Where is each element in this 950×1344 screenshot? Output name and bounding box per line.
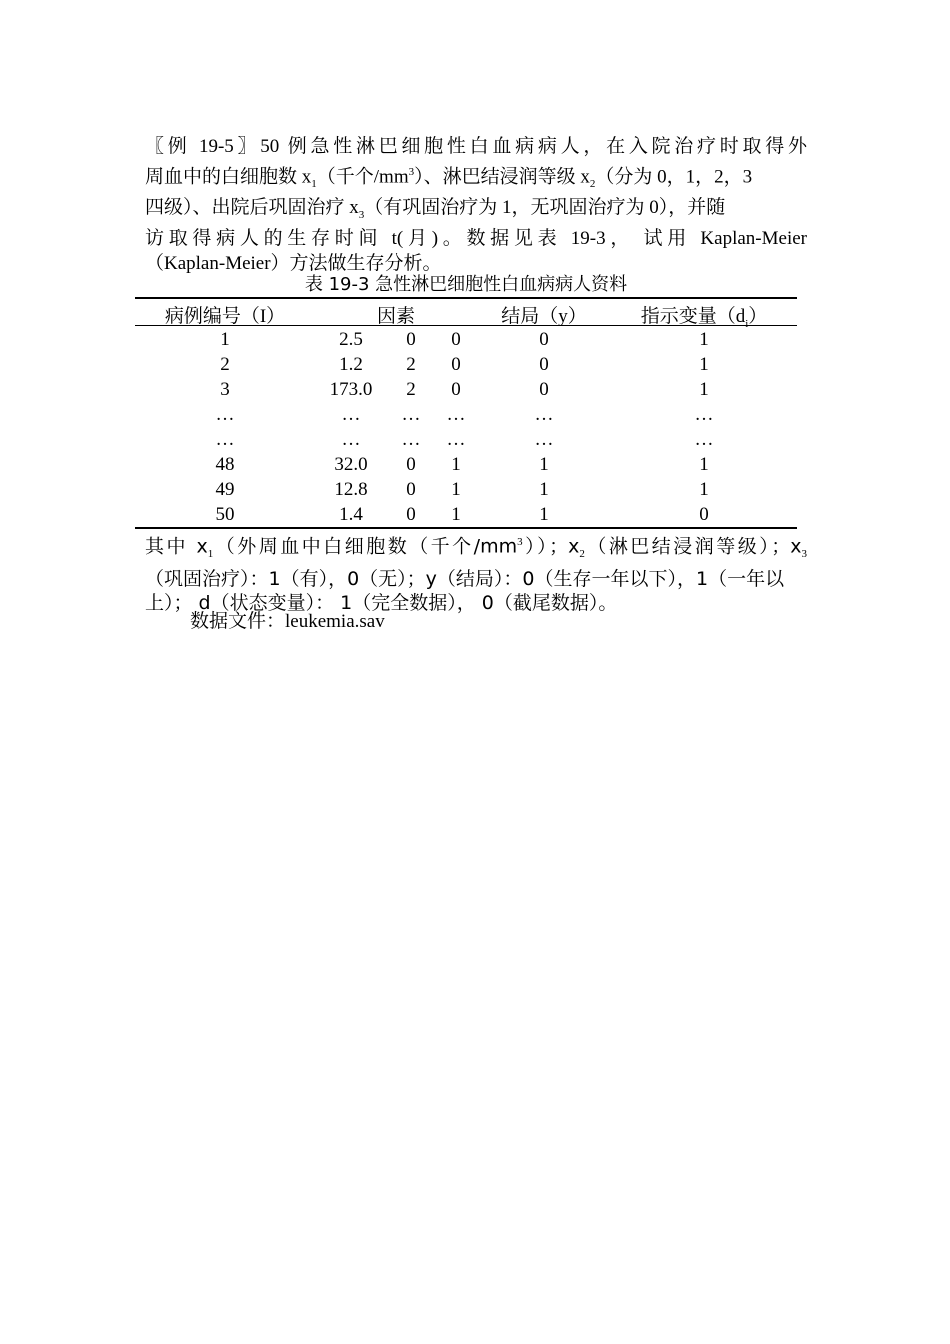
table-row [135, 429, 797, 453]
table-caption: 表 19-3 急性淋巴细胞性白血病病人资料 [304, 274, 628, 295]
cell-d: 1 [699, 479, 709, 500]
table-note [145, 530, 807, 616]
superscript: 3 [517, 536, 523, 548]
table-row [135, 479, 797, 503]
cell-x2: 0 [406, 329, 416, 350]
cell-id: 48 [215, 454, 235, 475]
table-row [135, 454, 797, 478]
cell-d: 1 [699, 329, 709, 350]
cell-x3: … [446, 429, 466, 450]
cell-id: 2 [220, 354, 230, 375]
table-row [135, 379, 797, 403]
cell-d: … [694, 429, 714, 450]
superscript: 3 [408, 165, 415, 178]
cell-x1: 32.0 [334, 454, 368, 475]
subscript: i [745, 317, 749, 330]
cell-id: 1 [220, 329, 230, 350]
subscript: 1 [311, 177, 317, 190]
paragraph-line-1: 〖例 19-5〗50 例急性淋巴细胞性白血病病人，在入院治疗时取得外 [145, 136, 807, 157]
cell-y: 1 [539, 504, 549, 525]
example-paragraph [145, 135, 807, 276]
text: 四级）、出院后巩固治疗 x [145, 197, 359, 219]
cell-x2: 0 [406, 479, 416, 500]
cell-x3: 1 [451, 454, 461, 475]
header-factors: 因素 [376, 306, 416, 327]
text: （千个/mm [316, 165, 409, 187]
header-outcome: 结局（y） [501, 306, 587, 327]
text: 指示变量（d [640, 306, 746, 327]
table-bottom-rule [135, 527, 797, 529]
data-file-label: 数据文件：leukemia.sav [190, 611, 385, 632]
subscript: 3 [801, 548, 807, 561]
paragraph-line-2 [145, 160, 807, 197]
cell-id: 50 [215, 504, 235, 525]
cell-x1: 2.5 [339, 329, 363, 350]
cell-x1: … [341, 404, 361, 425]
cell-x3: 1 [451, 504, 461, 525]
table-row [135, 354, 797, 378]
cell-x1: … [341, 429, 361, 450]
cell-y: 1 [539, 479, 549, 500]
cell-x2: 2 [406, 379, 416, 400]
cell-x1: 173.0 [329, 379, 373, 400]
cell-d: 1 [699, 454, 709, 475]
cell-y: … [534, 429, 554, 450]
note-line-2: （巩固治疗）：1（有），0（无）；y（结局）：0（生存一年以下），1（一年以 [145, 567, 785, 590]
text: ）、淋巴结浸润等级 x [414, 165, 590, 187]
text: （淋巴结浸润等级）；x [584, 535, 802, 558]
table-top-rule [135, 297, 797, 299]
cell-x3: 0 [451, 379, 461, 400]
text: （外周血中白细胞数（千个/mm [213, 535, 518, 558]
cell-d: 0 [699, 504, 709, 525]
cell-x2: … [401, 429, 421, 450]
text: 其中 x [145, 535, 208, 558]
header-case-id: 病例编号（I） [164, 306, 286, 327]
table-header-rule [135, 325, 797, 326]
paragraph-line-4: 访取得病人的生存时间 t(月)。数据见表 19-3， 试用 Kaplan-Meier [145, 228, 807, 250]
cell-d: 1 [699, 354, 709, 375]
cell-y: 1 [539, 454, 549, 475]
cell-x2: 0 [406, 454, 416, 475]
note-line-3: 上）； d（状态变量）： 1（完全数据）， 0（截尾数据）。 [145, 592, 618, 615]
text: （分为 0，1，2，3 [595, 165, 753, 187]
text: ））；x [522, 535, 580, 558]
note-line-1 [145, 530, 807, 567]
cell-x3: 1 [451, 479, 461, 500]
cell-x1: 1.2 [339, 354, 363, 375]
cell-x1: 12.8 [334, 479, 368, 500]
cell-id: … [215, 404, 235, 425]
paragraph-line-3 [145, 196, 807, 227]
subscript: 2 [579, 548, 585, 561]
table-header-row [135, 301, 797, 330]
cell-y: 0 [539, 354, 549, 375]
text: ） [748, 306, 768, 327]
cell-x2: … [401, 404, 421, 425]
cell-x1: 1.4 [339, 504, 363, 525]
paragraph-line-5: （Kaplan-Meier）方法做生存分析。 [145, 252, 442, 274]
cell-y: 0 [539, 329, 549, 350]
cell-d: … [694, 404, 714, 425]
cell-y: … [534, 404, 554, 425]
cell-x3: 0 [451, 354, 461, 375]
table-row [135, 504, 797, 528]
cell-x3: … [446, 404, 466, 425]
text: （有巩固治疗为 1，无巩固治疗为 0），并随 [364, 197, 726, 219]
cell-id: … [215, 429, 235, 450]
table-row [135, 404, 797, 428]
cell-id: 3 [220, 379, 230, 400]
text: 周血中的白细胞数 x [145, 165, 312, 187]
cell-d: 1 [699, 379, 709, 400]
subscript: 1 [207, 548, 214, 561]
subscript: 2 [589, 177, 596, 190]
cell-id: 49 [215, 479, 235, 500]
cell-y: 0 [539, 379, 549, 400]
cell-x2: 0 [406, 504, 416, 525]
table-row [135, 329, 797, 353]
subscript: 3 [358, 208, 365, 221]
cell-x2: 2 [406, 354, 416, 375]
cell-x3: 0 [451, 329, 461, 350]
